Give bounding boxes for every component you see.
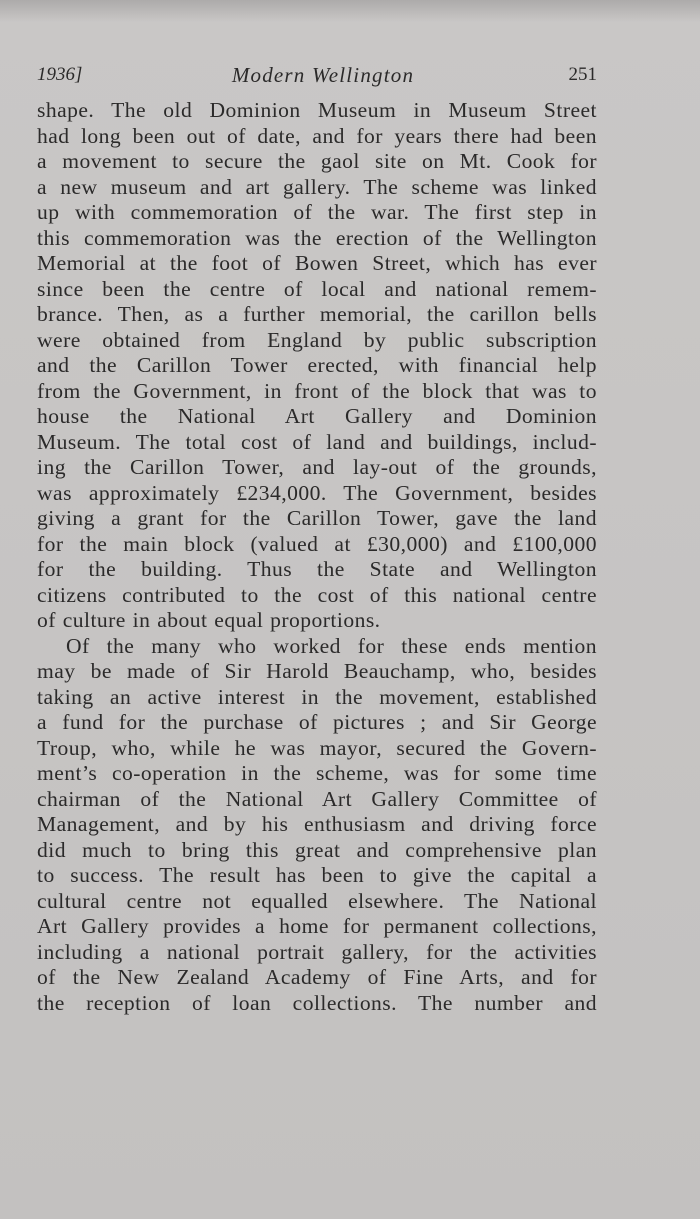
text-line: citizens contributed to the cost of this national centre bbox=[37, 582, 597, 607]
text-line: had long been out of date, and for years there had been bbox=[37, 123, 597, 148]
text-line: to success. The result has been to give the capital a bbox=[37, 863, 597, 887]
text-line: was approximately £234,000. The Government, besides bbox=[37, 480, 597, 505]
text-line: house the National Art Gallery and Dominion bbox=[37, 404, 597, 428]
text-line: the reception of loan collections. The number and bbox=[37, 990, 597, 1015]
text-line: including a national portrait gallery, for the activities bbox=[37, 939, 597, 964]
text-line: Management, and by his enthusiasm and driving force bbox=[37, 812, 597, 836]
text-line: shape. The old Dominion Museum in Museum Street bbox=[37, 98, 597, 122]
text-line: up with commemoration of the war. The first step in bbox=[37, 200, 597, 224]
text-line: Of the many who worked for these ends mention bbox=[66, 633, 597, 658]
text-line: for the main block (valued at £30,000) and £100,000 bbox=[37, 531, 597, 556]
text-line: did much to bring this great and comprehensive plan bbox=[37, 837, 597, 862]
text-line: Troup, who, while he was mayor, secured the Govern- bbox=[37, 735, 597, 760]
text-line: a movement to secure the gaol site on Mt. Cook for bbox=[37, 149, 597, 173]
text-line: Memorial at the foot of Bowen Street, which has ever bbox=[37, 251, 597, 275]
text-line: brance. Then, as a further memorial, the carillon bells bbox=[37, 302, 597, 326]
text-line: of the New Zealand Academy of Fine Arts, and for bbox=[37, 965, 597, 989]
text-line: since been the centre of local and national remem- bbox=[37, 276, 597, 301]
header-title: Modern Wellington bbox=[231, 63, 415, 87]
text-line: a new museum and art gallery. The scheme was linked bbox=[37, 174, 597, 199]
page-top-shadow bbox=[0, 0, 700, 22]
text-line: ment’s co-operation in the scheme, was for some time bbox=[37, 761, 597, 785]
running-header bbox=[37, 62, 597, 88]
header-year: 1936] bbox=[37, 64, 83, 85]
text-line: taking an active interest in the movement, established bbox=[37, 684, 597, 709]
text-line: may be made of Sir Harold Beauchamp, who, besides bbox=[37, 659, 597, 683]
text-line: were obtained from England by public subscription bbox=[37, 327, 597, 352]
text-line: Museum. The total cost of land and buildings, includ- bbox=[37, 429, 597, 454]
text-line: for the building. Thus the State and Wellington bbox=[37, 557, 597, 581]
text-line: chairman of the National Art Gallery Committee of bbox=[37, 786, 597, 811]
text-line: giving a grant for the Carillon Tower, gave the land bbox=[37, 506, 597, 530]
text-line: a fund for the purchase of pictures ; and Sir George bbox=[37, 710, 597, 734]
page-number: 251 bbox=[568, 64, 597, 85]
paragraph-2 bbox=[37, 634, 597, 1017]
text-line: from the Government, in front of the block that was to bbox=[37, 378, 597, 403]
text-line: and the Carillon Tower erected, with financial help bbox=[37, 353, 597, 377]
text-line: of culture in about equal proportions. bbox=[37, 608, 381, 632]
text-line: cultural centre not equalled elsewhere. The National bbox=[37, 888, 597, 913]
paragraph-1 bbox=[37, 98, 597, 634]
text-line: ing the Carillon Tower, and lay-out of the grounds, bbox=[37, 455, 597, 479]
body-text bbox=[37, 98, 597, 1016]
text-line: Art Gallery provides a home for permanent collections, bbox=[37, 914, 597, 938]
text-line: this commemoration was the erection of the Wellington bbox=[37, 225, 597, 250]
